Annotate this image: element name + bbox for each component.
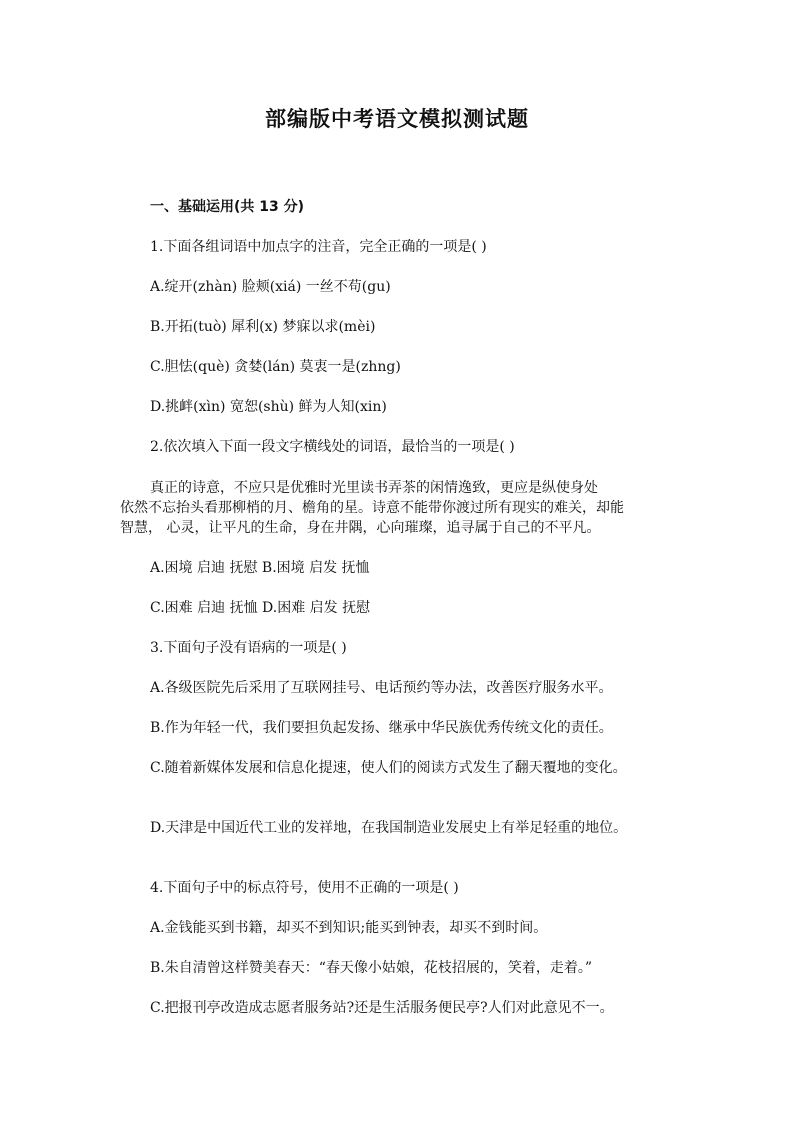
question-2-options-cd: C.困难 启迪 抚恤 D.困难 启发 抚慰 <box>150 600 371 616</box>
question-2-stem: 2.依次填入下面一段文字横线处的词语，最恰当的一项是( ) <box>150 439 515 455</box>
question-3-option-a: A.各级医院先后采用了互联网挂号、电话预约等办法，改善医疗服务水平。 <box>150 680 613 696</box>
question-1-option-c: C.胆怯(què) 贪婪(lán) 莫衷一是(zhng) <box>150 359 401 375</box>
question-4-option-a: A.金钱能买到书籍，却买不到知识;能买到钟表，却买不到时间。 <box>150 920 548 936</box>
question-1-option-b: B.开拓(tuò) 犀利(x) 梦寐以求(mèi) <box>150 319 376 335</box>
question-2-passage-line-1: 真正的诗意，不应只是优雅时光里读书弄茶的闲情逸致，更应是纵使身处 <box>150 480 598 496</box>
question-3-option-c: C.随着新媒体发展和信息化提速，使人们的阅读方式发生了翻天覆地的变化。 <box>150 760 627 776</box>
question-1-option-a: A.绽开(zhàn) 脸颊(xiá) 一丝不苟(gu) <box>150 279 391 295</box>
section-heading: 一、基础运用(共 13 分) <box>150 199 305 215</box>
question-2-passage-line-3: 智慧， 心灵，让平凡的生命，身在井隅，心向璀璨，追寻属于自己的不平凡。 <box>120 520 601 536</box>
question-3-option-d: D.天津是中国近代工业的发祥地，在我国制造业发展史上有举足轻重的地位。 <box>150 820 628 836</box>
question-4-option-b: B.朱自清曾这样赞美春天：“春天像小姑娘，花枝招展的，笑着，走着。” <box>150 960 593 976</box>
question-2-options-ab: A.困境 启迪 抚慰 B.困境 启发 抚恤 <box>150 560 370 576</box>
question-3-option-b: B.作为年轻一代，我们要担负起发扬、继承中华民族优秀传统文化的责任。 <box>150 720 613 736</box>
question-4-stem: 4.下面句子中的标点符号，使用不正确的一项是( ) <box>150 880 459 896</box>
question-1-stem: 1.下面各组词语中加点字的注音，完全正确的一项是( ) <box>150 239 487 255</box>
question-2-passage-line-2: 依然不忘抬头看那柳梢的月、檐角的星。诗意不能带你渡过所有现实的难关，却能 <box>120 500 624 516</box>
question-3-stem: 3.下面句子没有语病的一项是( ) <box>150 640 347 656</box>
question-1-option-d: D.挑衅(xìn) 宽恕(shù) 鲜为人知(xin) <box>150 399 387 415</box>
question-4-option-c: C.把报刊亭改造成志愿者服务站?还是生活服务便民亭?人们对此意见不一。 <box>150 1000 614 1016</box>
page-title: 部编版中考语文模拟测试题 <box>265 107 529 131</box>
